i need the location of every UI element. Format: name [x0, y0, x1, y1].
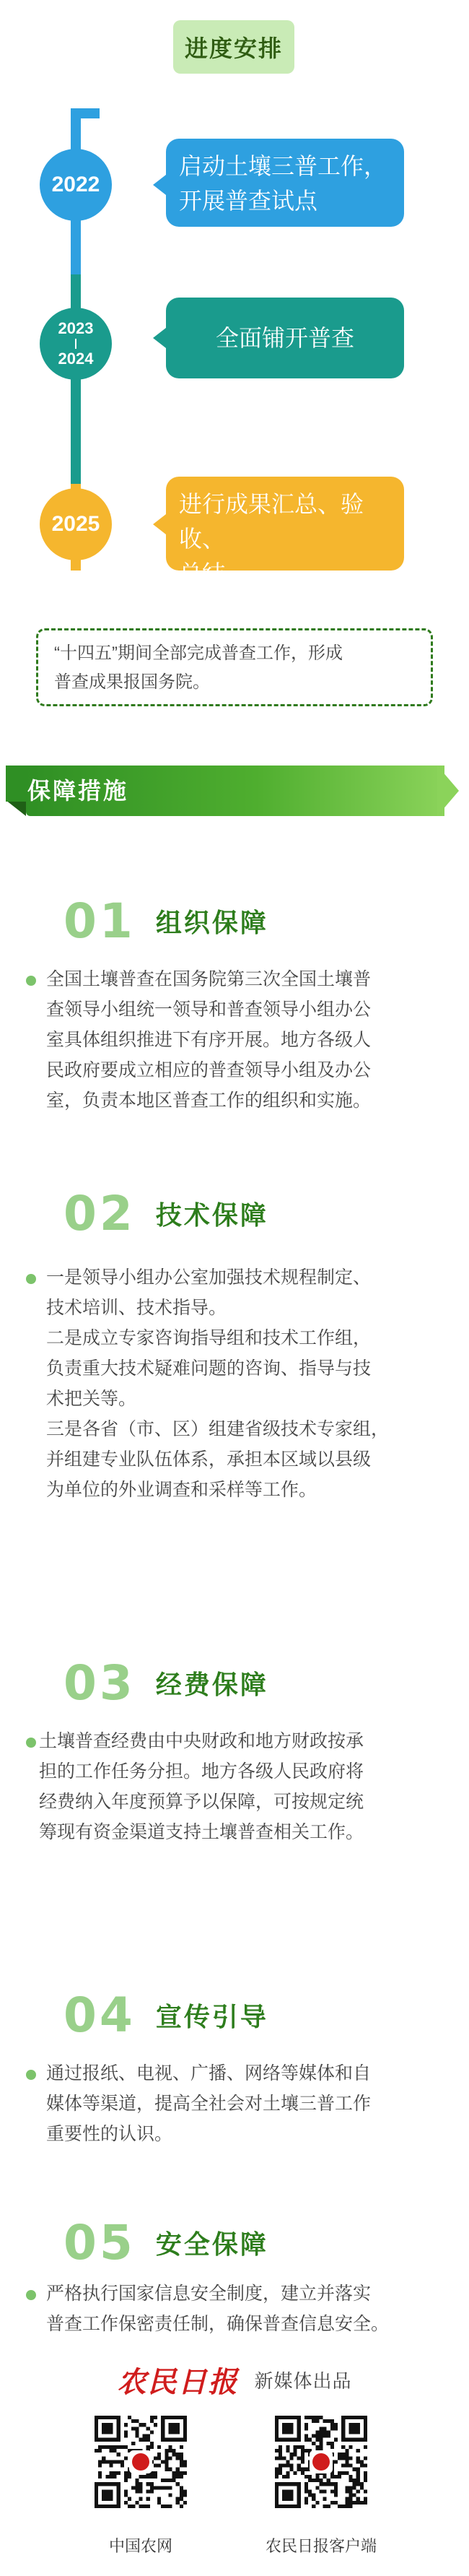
- qrcode-block-app: [265, 2416, 377, 2557]
- measure-number: 05: [63, 2214, 136, 2271]
- qrcode-icon[interactable]: [275, 2416, 367, 2508]
- measure-body: [39, 1726, 443, 1847]
- body-line: 为单位的外业调查和采样等工作。: [46, 1480, 317, 1500]
- qrcode-label: 农民日报客户端: [265, 2537, 377, 2555]
- body-line: 技术培训、技术指导。: [46, 1298, 227, 1318]
- body-line: 一是领导小组办公室加强技术规程制定、: [46, 1267, 372, 1288]
- measure-body: [46, 2058, 436, 2149]
- year-separator: [75, 339, 76, 349]
- schedule-note: [36, 628, 433, 706]
- brand-logo: 农民日报: [117, 2364, 239, 2399]
- bullet-dot: [26, 1738, 36, 1748]
- body-line: 重要性的认识。: [46, 2124, 173, 2144]
- stage-pointer: [153, 328, 166, 348]
- stage-card-2: [166, 298, 404, 378]
- body-line: 二是成立专家咨询指导组和技术工作组，: [46, 1328, 372, 1348]
- year-circle-2023-2024: [40, 308, 112, 380]
- measure-title: 经费保障: [155, 1669, 268, 1699]
- year-label: 2022: [51, 173, 100, 196]
- bullet-dot: [26, 976, 36, 986]
- measure-number: 01: [63, 893, 136, 949]
- year-label: 2023: [58, 319, 94, 337]
- stage-pointer: [153, 175, 166, 195]
- stage-text-line: 启动土壤三普工作，: [179, 153, 387, 179]
- body-line: 民政府要成立相应的普查领导小组及办公: [46, 1060, 372, 1080]
- body-line: 筹现有资金渠道支持土壤普查相关工作。: [39, 1822, 364, 1842]
- body-line: 室，负责本地区普查工作的组织和实施。: [46, 1090, 372, 1111]
- stage-text-line: 进行成果汇总、验收、: [179, 491, 364, 552]
- stage-card-1: [166, 139, 404, 227]
- body-line: 室具体组织推进下有序开展。地方各级人: [46, 1030, 372, 1050]
- section-banner: [0, 766, 469, 838]
- stage-text-line: 总结: [179, 560, 226, 586]
- qrcode-logo-icon: [129, 2450, 152, 2473]
- year-circle-2022: [40, 149, 112, 221]
- year-label: 2024: [58, 350, 94, 368]
- measure-heading: [63, 1654, 268, 1712]
- body-line: 土壤普查经费由中央财政和地方财政按承: [39, 1731, 364, 1751]
- brand-subtitle: 新媒体出品: [254, 2369, 352, 2392]
- body-line: 三是各省（市、区）组建省级技术专家组，: [46, 1419, 390, 1439]
- measure-title: 宣传引导: [155, 2001, 268, 2031]
- body-line: 通过报纸、电视、广播、网络等媒体和自: [46, 2063, 372, 2083]
- bullet-dot: [26, 2070, 36, 2080]
- body-line: 严格执行国家信息安全制度，建立并落实: [46, 2284, 372, 2304]
- measure-heading: [63, 2213, 268, 2271]
- year-circle-2025: [40, 488, 112, 560]
- body-line: 担的工作任务分担。地方各级人民政府将: [39, 1761, 364, 1782]
- schedule-title: 进度安排: [173, 20, 294, 74]
- body-line: 媒体等渠道，提高全社会对土壤三普工作: [46, 2094, 372, 2114]
- measure-body: [46, 1262, 436, 1505]
- measure-title: 技术保障: [155, 1200, 268, 1230]
- body-line: 经费纳入年度预算予以保障，可按规定统: [39, 1792, 364, 1812]
- measure-number: 03: [63, 1655, 136, 1711]
- footer-brand: [0, 2358, 469, 2401]
- stage-text-line: 开展普查试点: [179, 188, 318, 214]
- body-line: 查领导小组统一领导和普查领导小组办公: [46, 999, 372, 1020]
- qrcode-icon[interactable]: [95, 2416, 187, 2508]
- year-label: 2025: [51, 512, 100, 536]
- note-line: “十四五”期间全部完成普查工作，形成: [54, 643, 343, 663]
- section-title: 保障措施: [27, 778, 129, 804]
- measure-number: 02: [63, 1185, 136, 1241]
- qrcode-label: 中国农网: [108, 2537, 172, 2555]
- measure-body: [46, 2278, 447, 2339]
- body-line: 术把关等。: [46, 1389, 137, 1409]
- stage-text-line: 全面铺开普查: [215, 325, 354, 351]
- note-line: 普查成果报国务院。: [54, 672, 210, 692]
- measure-heading: [63, 1986, 268, 2044]
- bullet-dot: [26, 1274, 36, 1284]
- banner-fold: [6, 800, 26, 816]
- measure-number: 04: [63, 1987, 136, 2043]
- body-line: 全国土壤普查在国务院第三次全国土壤普: [46, 969, 372, 989]
- measure-title: 组织保障: [155, 907, 268, 937]
- qrcode-block-cnnw: [90, 2416, 191, 2557]
- bullet-dot: [26, 2290, 36, 2300]
- body-line: 负责重大技术疑难问题的咨询、指导与技: [46, 1358, 372, 1379]
- measure-heading: [63, 1184, 268, 1242]
- body-line: 并组建专业队伍体系，承担本区域以县级: [46, 1449, 372, 1470]
- qrcode-logo-icon: [310, 2450, 333, 2473]
- stage-pointer: [153, 514, 166, 534]
- body-line: 普查工作保密责任制，确保普查信息安全。: [46, 2314, 390, 2334]
- stage-card-3: [166, 477, 404, 586]
- banner-arrow-tip: [437, 766, 459, 816]
- measure-title: 安全保障: [155, 2229, 268, 2259]
- measure-body: [46, 964, 436, 1116]
- measure-heading: [63, 892, 268, 950]
